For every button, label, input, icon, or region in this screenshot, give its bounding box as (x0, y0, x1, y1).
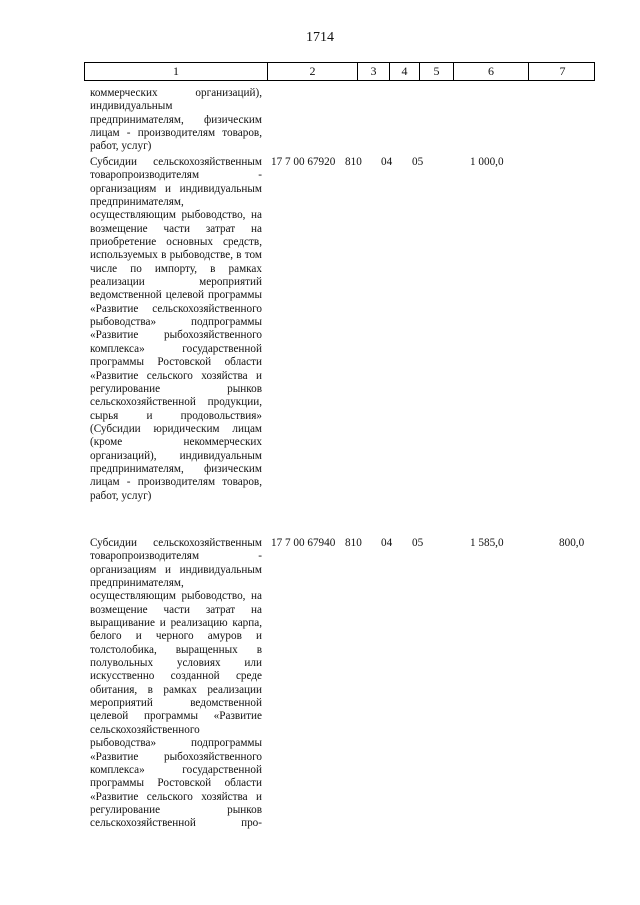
row-1-pr: 05 (412, 156, 424, 168)
row-1-sum1: 1 000,0 (470, 156, 504, 168)
page-number: 1714 (306, 30, 334, 45)
row-1-vr: 810 (345, 156, 362, 168)
header-col-1: 1 (173, 64, 179, 78)
header-col-3: 3 (357, 63, 389, 80)
row-2-rz: 04 (381, 537, 393, 549)
row-2-pr: 05 (412, 537, 424, 549)
header-col-7: 7 (528, 63, 596, 80)
row-2-vr: 810 (345, 537, 362, 549)
row-2-code: 17 7 00 67940 (271, 537, 336, 549)
header-col-6: 6 (453, 63, 528, 80)
header-col-5: 5 (419, 63, 453, 80)
table-header-row (84, 62, 595, 81)
row-2-sum1: 1 585,0 (470, 537, 504, 549)
row-1-description: Субсидии сельскохозяйственным товаропроизводителям - организациям и индивидуальным предпринимателям, осуществляющим рыбоводство, на возмещение части затрат на приобретение основных средств, используемых в рыбоводстве, в том числе по импорту, в рамках реализации мероприятий ведомственной целевой программы «Развитие сельскохозяйственного рыбоводства» подпрограммы «Развитие рыбохозяйственного комплекса» государственной программы Ростовской области «Развитие сельского хозяйства и регулирование рынков сельскохозяйственной продукции, сырья и продовольствия» (Субсидии юридическим лицам (кроме некоммерческих организаций), индивидуальным предпринимателям, физическим лицам - производителям товаров, работ, услуг) (90, 156, 262, 502)
row-2-description: Субсидии сельскохозяйственным товаропроизводителям - организациям и индивидуальным предпринимателям, осуществляющим рыбоводство, на возмещение части затрат на выращивание и реализацию карпа, белого и черного амуров и толстолобика, выращенных в полувольных условиях или искусственно созданной среде обитания, в рамках реализации мероприятий ведомственной целевой программы «Развитие сельскохозяйственного рыбоводства» подпрограммы «Развитие рыбохозяйственного комплекса» государственной программы Ростовской области «Развитие сельского хозяйства и регулирование рынков сельскохозяйственной про- (90, 537, 262, 830)
header-col-4: 4 (389, 63, 419, 80)
row-1-code: 17 7 00 67920 (271, 156, 336, 168)
header-col-2: 2 (267, 63, 357, 80)
row-1-rz: 04 (381, 156, 393, 168)
continued-row-description: коммерческих организаций), индивидуальным предпринимателям, физическим лицам - производителям товаров, работ, услуг) (90, 87, 262, 153)
row-2-sum2: 800,0 (559, 537, 585, 549)
